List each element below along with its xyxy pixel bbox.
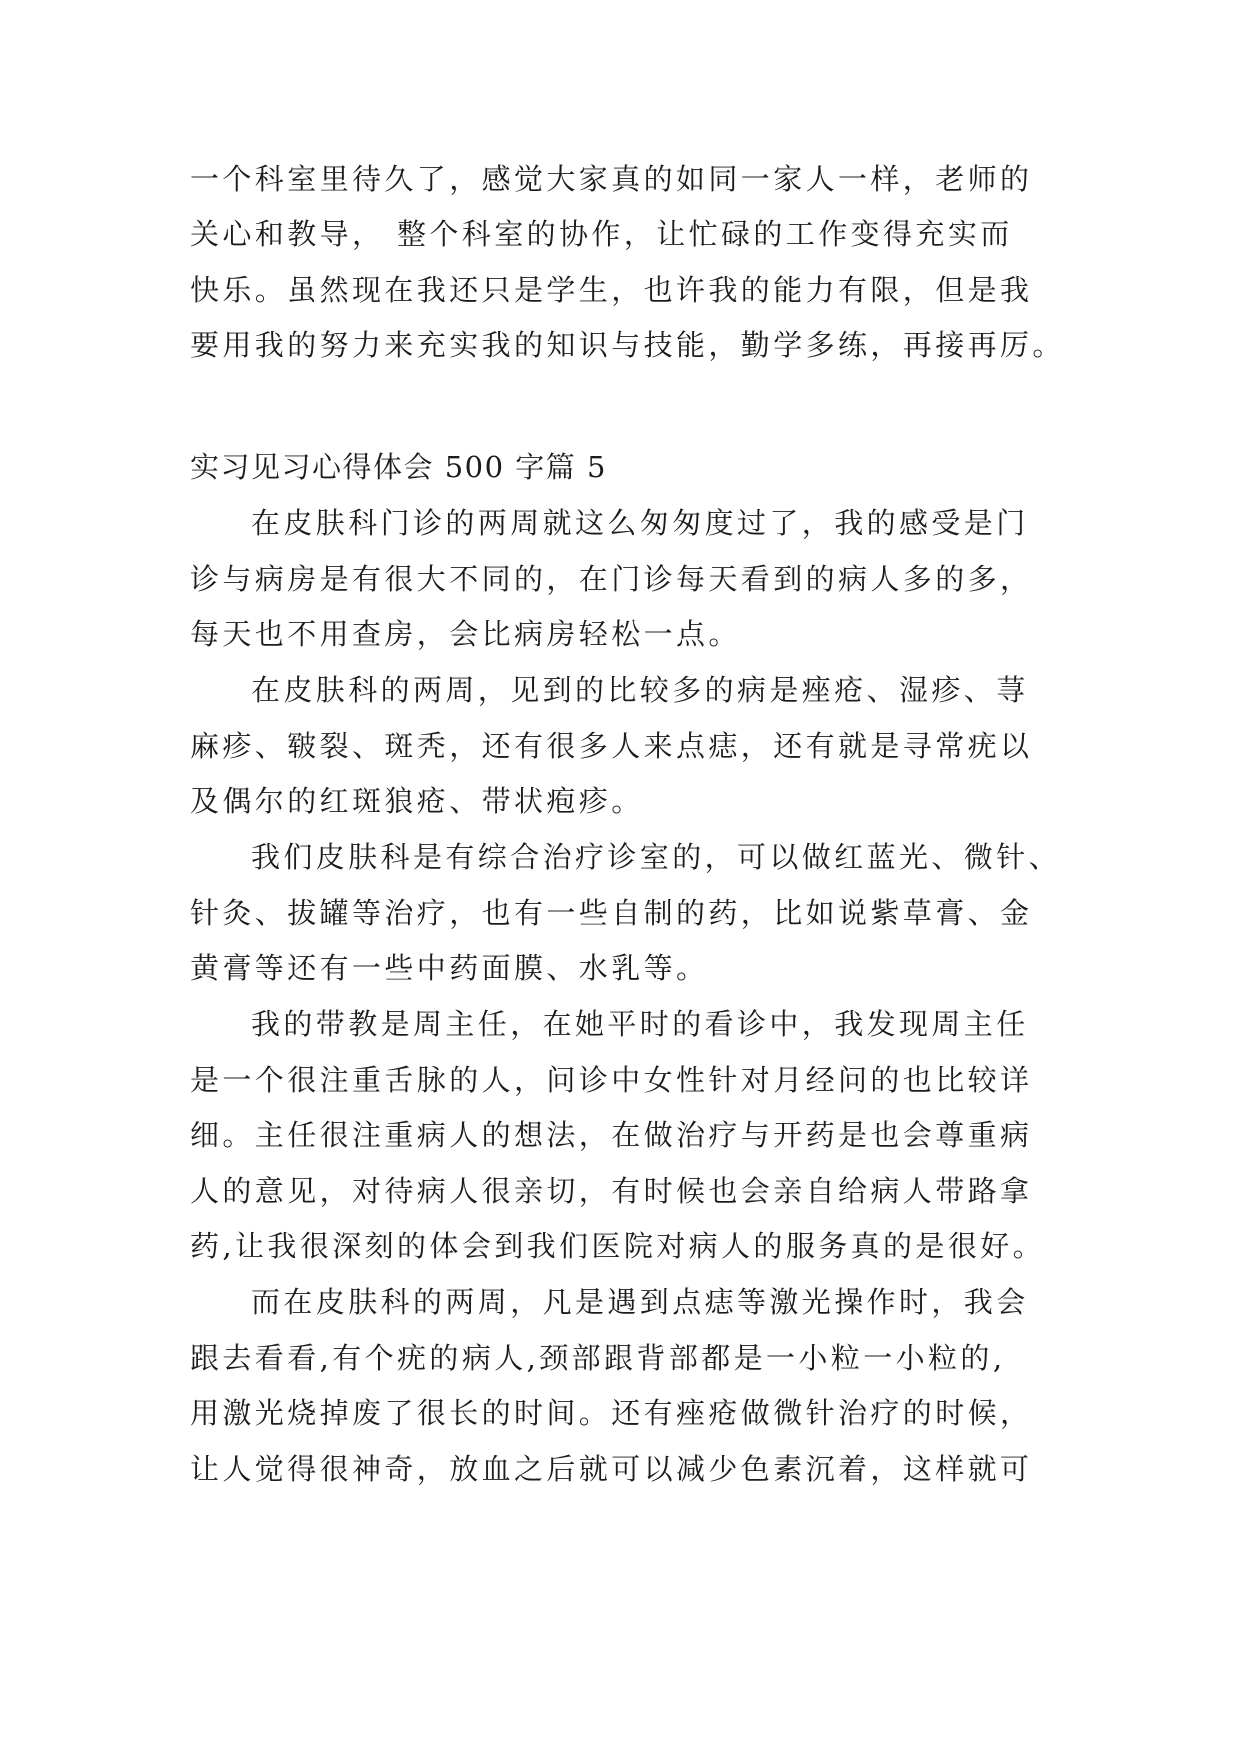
text-line: 药,让我很深刻的体会到我们医院对病人的服务真的是很好。 — [190, 1229, 1046, 1263]
text-line: 用激光烧掉废了很长的时间。还有痤疮做微针治疗的时候， — [190, 1396, 1033, 1430]
text-line: 我们皮肤科是有综合治疗诊室的，可以做红蓝光、微针、 — [251, 840, 1062, 874]
text-line: 是一个很注重舌脉的人，问诊中女性针对月经问的也比较详 — [190, 1063, 1033, 1097]
text-line: 每天也不用查房，会比病房轻松一点。 — [190, 617, 741, 651]
text-line: 人的意见，对待病人很亲切，有时候也会亲自给病人带路拿 — [190, 1174, 1033, 1208]
text-line: 关心和教导， 整个科室的协作，让忙碌的工作变得充实而 — [190, 217, 1013, 251]
text-line: 一个科室里待久了，感觉大家真的如同一家人一样，老师的 — [190, 162, 1033, 196]
text-line: 诊与病房是有很大不同的，在门诊每天看到的病人多的多， — [190, 562, 1033, 596]
text-line: 在皮肤科的两周，见到的比较多的病是痤疮、湿疹、荨 — [251, 673, 1029, 707]
text-line: 我的带教是周主任，在她平时的看诊中，我发现周主任 — [251, 1007, 1029, 1041]
text-line: 黄膏等还有一些中药面膜、水乳等。 — [190, 951, 709, 985]
text-line: 在皮肤科门诊的两周就这么匆匆度过了，我的感受是门 — [251, 506, 1029, 540]
text-line: 而在皮肤科的两周，凡是遇到点痣等激光操作时，我会 — [251, 1285, 1029, 1319]
section-heading: 实习见习心得体会 500 字篇 5 — [190, 450, 607, 484]
text-line: 要用我的努力来充实我的知识与技能，勤学多练，再接再厉。 — [190, 328, 1065, 362]
text-line: 细。主任很注重病人的想法，在做治疗与开药是也会尊重病 — [190, 1118, 1033, 1152]
text-line: 针灸、拔罐等治疗，也有一些自制的药，比如说紫草膏、金 — [190, 896, 1033, 930]
text-line: 麻疹、皲裂、斑秃，还有很多人来点痣，还有就是寻常疣以 — [190, 729, 1033, 763]
text-line: 让人觉得很神奇，放血之后就可以减少色素沉着，这样就可 — [190, 1452, 1033, 1486]
text-line: 跟去看看,有个疣的病人,颈部跟背部都是一小粒一小粒的, — [190, 1341, 1006, 1375]
text-line: 及偶尔的红斑狼疮、带状疱疹。 — [190, 784, 644, 818]
text-line: 快乐。虽然现在我还只是学生，也许我的能力有限，但是我 — [190, 273, 1033, 307]
